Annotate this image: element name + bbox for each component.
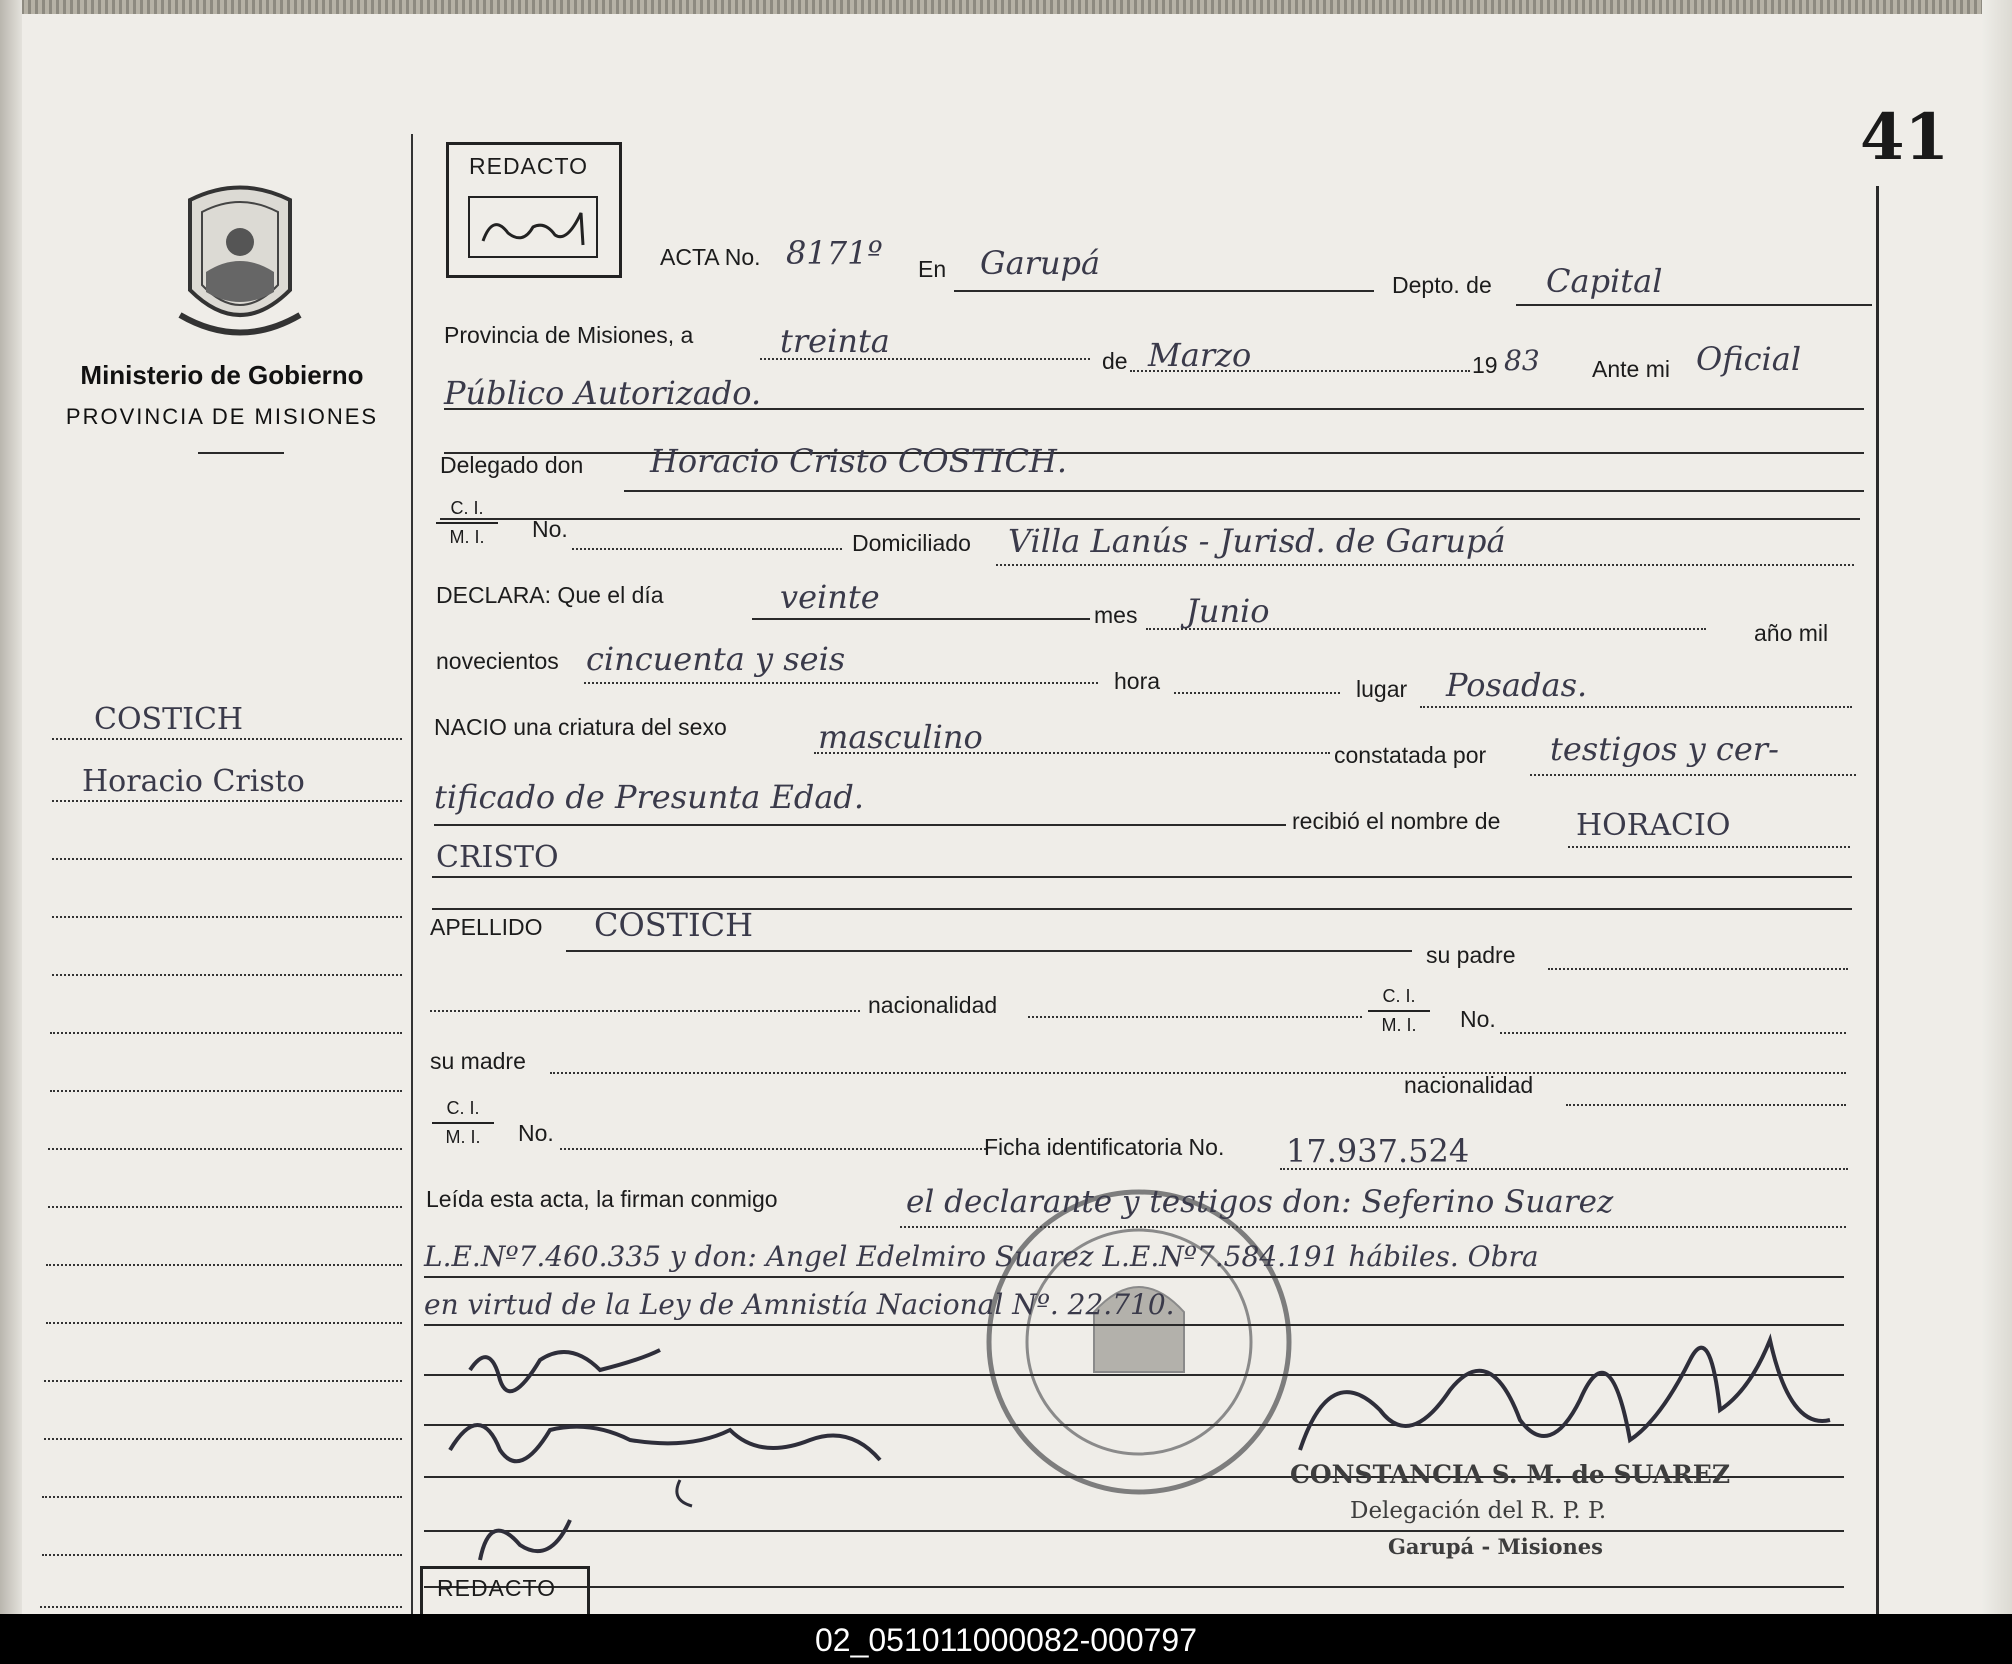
margin-dotted-line	[44, 1438, 402, 1440]
ante-mi-line	[444, 408, 1864, 410]
delegado-line	[624, 490, 1864, 492]
nacio-label: NACIO una criatura del sexo	[434, 714, 727, 740]
margin-dotted-line	[42, 1496, 402, 1498]
margin-dotted-line	[50, 1090, 402, 1092]
mi-label: M. I.	[445, 1127, 481, 1147]
ficha-value: 17.937.524	[1286, 1132, 1470, 1170]
constatada-value-1: testigos y cer-	[1550, 730, 1779, 768]
declara-label: DECLARA: Que el día	[436, 582, 664, 608]
province-title: PROVINCIA DE MISIONES	[65, 404, 379, 429]
constatada-line	[1530, 774, 1856, 776]
mes-nacimiento-line	[1146, 628, 1706, 630]
su-padre-line	[1548, 968, 1848, 970]
apellido-line	[566, 950, 1412, 952]
anio-nacimiento-value: cincuenta y seis	[586, 640, 846, 678]
nombre-line	[1568, 846, 1850, 848]
nombre-value-2: CRISTO	[436, 840, 559, 875]
witness-signatures-icon	[430, 1330, 900, 1590]
officer-stamp-name: CONSTANCIA S. M. de SUAREZ	[1290, 1460, 1731, 1489]
binding-strip	[0, 0, 2012, 14]
padre-no-label: No.	[1460, 1006, 1496, 1032]
right-border	[1876, 186, 1879, 1614]
book-gutter	[0, 0, 22, 1614]
page-number: 41	[1860, 100, 1950, 175]
margin-dotted-line	[52, 738, 402, 740]
page-edge	[1982, 0, 2012, 1614]
su-madre-line	[550, 1072, 1846, 1074]
nombre-value-1: HORACIO	[1576, 808, 1731, 843]
hora-line	[1174, 692, 1340, 694]
firman-line-2	[424, 1276, 1844, 1278]
firman-value-1: el declarante y testigos don: Seferino Suarez	[906, 1184, 1614, 1220]
leida-label: Leída esta acta, la firman conmigo	[426, 1186, 778, 1212]
en-line	[954, 290, 1374, 292]
margin-line	[411, 134, 413, 1614]
anio-nacimiento-line	[584, 682, 1098, 684]
provincia-a-label: Provincia de Misiones, a	[444, 322, 694, 348]
apellido-label: APELLIDO	[430, 914, 543, 940]
margin-given-names: Horacio Cristo	[82, 764, 305, 799]
margin-dotted-line	[52, 800, 402, 802]
en-value: Garupá	[980, 244, 1101, 282]
ci-mi-fraction	[436, 498, 498, 548]
mes-line	[1130, 370, 1470, 372]
ci-number-line	[572, 548, 842, 550]
mes-label: mes	[1094, 602, 1138, 628]
redacto-label-bottom: REDACTO	[437, 1575, 557, 1601]
ficha-label: Ficha identificatoria No.	[984, 1134, 1225, 1160]
depto-line	[1516, 304, 1872, 306]
ficha-line	[1280, 1168, 1848, 1170]
acta-number: 8171º	[786, 234, 883, 272]
madre-no-line	[560, 1148, 986, 1150]
ci-label: C. I.	[450, 498, 484, 518]
province-seal-icon	[170, 180, 310, 340]
ante-mi-value-1: Oficial	[1696, 340, 1802, 378]
officer-stamp-place: Garupá - Misiones	[1388, 1534, 1603, 1559]
margin-surname: COSTICH	[94, 702, 244, 737]
ministry-title: Ministerio de Gobierno	[80, 360, 364, 390]
lugar-label: lugar	[1356, 676, 1408, 702]
anio-mil-label: año mil	[1754, 620, 1829, 646]
nombre-line-2	[432, 876, 1852, 878]
domiciliado-label: Domiciliado	[852, 530, 971, 556]
mi-label: M. I.	[449, 527, 485, 547]
delegado-value: Horacio Cristo COSTICH.	[650, 442, 1068, 480]
constatada-label: constatada por	[1334, 742, 1487, 768]
dia-line	[760, 358, 1090, 360]
domiciliado-line	[996, 564, 1854, 566]
margin-dotted-line	[46, 1322, 402, 1324]
ante-mi-label: Ante mi	[1592, 356, 1670, 382]
year-prefix-label: 19	[1472, 352, 1498, 378]
redacto-initials-signature-icon	[463, 193, 603, 263]
padre-ci-mi-fraction	[1368, 986, 1430, 1036]
constatada-line-2	[434, 824, 1286, 826]
dia-value: treinta	[780, 322, 890, 360]
sexo-line	[814, 752, 1330, 754]
en-label: En	[918, 256, 947, 282]
redacto-box-bottom	[420, 1566, 590, 1614]
margin-dotted-line	[46, 1264, 402, 1266]
firman-value-2: L.E.Nº7.460.335 y don: Angel Edelmiro Suarez L.E.Nº7.584.191 hábiles. Obra	[424, 1240, 1539, 1273]
header-divider	[198, 452, 284, 454]
madre-nacionalidad-label: nacionalidad	[1404, 1072, 1534, 1098]
dia-nacimiento-value: veinte	[780, 578, 880, 616]
lugar-value: Posadas.	[1446, 666, 1588, 704]
blank-line	[440, 518, 1860, 520]
margin-dotted-line	[40, 1606, 402, 1608]
margin-dotted-line	[50, 1032, 402, 1034]
padre-no-line	[1500, 1032, 1846, 1034]
dia-nacimiento-line	[752, 618, 1090, 620]
firman-value-3: en virtud de la Ley de Amnistía Nacional Nº. 22.710.	[424, 1288, 1175, 1321]
constatada-value-2: tificado de Presunta Edad.	[434, 778, 865, 816]
su-madre-label: su madre	[430, 1048, 526, 1074]
madre-nacionalidad-line	[1566, 1104, 1846, 1106]
ci-label: C. I.	[1382, 986, 1416, 1006]
apellido-value: COSTICH	[594, 906, 754, 944]
year-value: 83	[1504, 344, 1540, 377]
mes-nacimiento-value: Junio	[1186, 592, 1270, 630]
su-padre-label: su padre	[1426, 942, 1516, 968]
redacto-box	[446, 142, 622, 278]
mes-value: Marzo	[1148, 336, 1252, 374]
officer-stamp-role: Delegación del R. P. P.	[1350, 1498, 1607, 1524]
mi-label: M. I.	[1381, 1015, 1417, 1035]
de-label: de	[1102, 348, 1128, 374]
margin-dotted-line	[52, 858, 402, 860]
margin-dotted-line	[52, 974, 402, 976]
padre-nacionalidad-label: nacionalidad	[868, 992, 998, 1018]
padre-name-line	[430, 1010, 860, 1012]
madre-ci-mi-fraction	[432, 1098, 494, 1148]
margin-dotted-line	[42, 1554, 402, 1556]
delegado-label: Delegado don	[440, 452, 584, 478]
margin-dotted-line	[52, 916, 402, 918]
madre-no-label: No.	[518, 1120, 554, 1146]
hora-label: hora	[1114, 668, 1161, 694]
acta-label: ACTA No.	[660, 244, 761, 270]
no-label: No.	[532, 516, 568, 542]
lugar-line	[1420, 706, 1852, 708]
margin-dotted-line	[44, 1380, 402, 1382]
registry-round-stamp-icon	[974, 1172, 1304, 1512]
ante-mi-value-2: Público Autorizado.	[444, 374, 762, 412]
sexo-value: masculino	[818, 718, 983, 756]
depto-label: Depto. de	[1392, 272, 1492, 298]
margin-dotted-line	[48, 1148, 402, 1150]
redacto-label: REDACTO	[469, 153, 589, 179]
domiciliado-value: Villa Lanús - Jurisd. de Garupá	[1008, 522, 1506, 560]
document-id: 02_051011000082-000797	[814, 1622, 1197, 1658]
margin-dotted-line	[48, 1206, 402, 1208]
padre-nacionalidad-line	[1028, 1016, 1362, 1018]
recibio-label: recibió el nombre de	[1292, 808, 1501, 834]
firman-line-1	[900, 1226, 1846, 1228]
depto-value: Capital	[1546, 262, 1663, 300]
ci-label: C. I.	[446, 1098, 480, 1118]
novecientos-label: novecientos	[436, 648, 559, 674]
